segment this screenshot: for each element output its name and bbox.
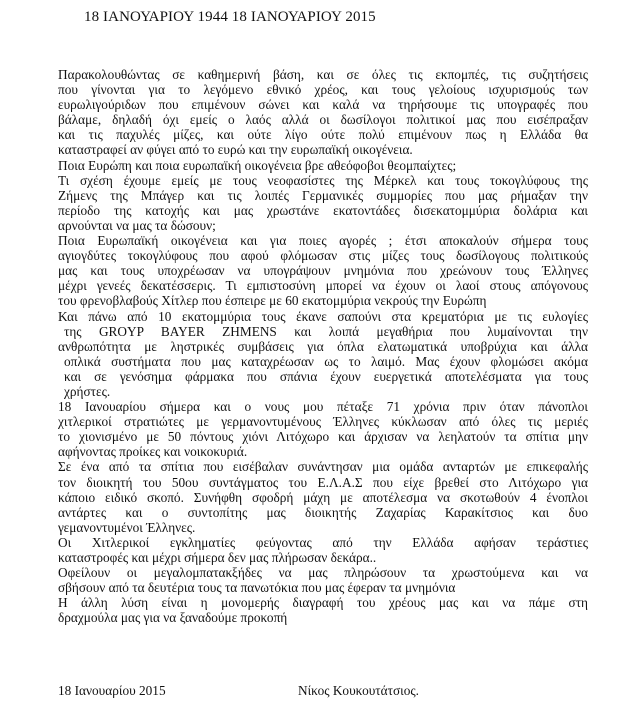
body-line: καταστραφεί αν φύγει από το ευρώ και την ευρωπαϊκή οικογένεια.	[58, 142, 413, 158]
document-title: 18 ΙΑΝΟΥΑΡΙΟΥ 1944 18 ΙΑΝΟΥΑΡΙΟΥ 2015	[84, 9, 376, 25]
body-line: Οφείλουν οι μεγαλομπατακξήδες να μας πληρώσουν τα χρωστούμενα και να	[58, 565, 588, 581]
body-line: Ποια Ευρωπαϊκή οικογένεια και για ποιες αγορές ; έτσι αποκαλούν σήμερα τους	[58, 233, 588, 249]
body-line: Σε ένα από τα σπίτια που εισέβαλαν συνάντησαν μια ομάδα ανταρτών με επικεφαλής	[58, 459, 588, 475]
body-line: βάλαμε, δηλαδή όχι εμείς ο λαός αλλά οι δωσίλογοι πολιτικοί μας που εισέπραξαν	[58, 112, 588, 128]
body-line: που γίνονται για το λεγόμενο εθνικό χρέος, και τους γελοίους ισχυρισμούς των	[58, 82, 588, 98]
body-line: Ποια Ευρώπη και ποια ευρωπαϊκή οικογένεια βρε αθεόφοβοι θεομπαίχτες;	[58, 157, 457, 173]
body-line: τον διοικητή του 50ου συντάγματος του Ε.Λ.Α.Σ που είχε βρεθεί στο Λιτόχωρο για	[58, 474, 588, 490]
body-line: Η άλλη λύση είναι η μονομερής διαγραφή του χρέους μας και να πάμε στη	[58, 595, 588, 611]
body-line: Ζήμενς της Μπάγερ και τις λοιπές Γερμανικές συμμορίες που μας ρήμαξαν την	[58, 187, 588, 203]
body-line: καταστροφές και μέχρι σήμερα δεν μας πλήρωσαν δεκάρα..	[58, 550, 377, 565]
footer-date: 18 Ιανουαρίου 2015	[58, 683, 166, 698]
body-line: Οι Χιτλερικοί εγκληματίες φεύγοντας από την Ελλάδα αφήσαν τεράστιες	[58, 534, 588, 550]
body-line: και τις παχυλές μίζες, και ούτε λίγο ούτε πολύ επιμένουν πως η Ελλάδα θα	[58, 127, 588, 143]
document-body	[58, 67, 588, 625]
body-line: μέχρι γενεές δεκατέσσερις. Τι εμπιστοσύνη μπορεί να έχουν οι λαοί στους απόγονους	[58, 278, 588, 294]
body-line: αρνούνται να μας τα δώσουν;	[58, 217, 216, 233]
body-line: περίοδο της κατοχής και μας χρωστάνε εκατοντάδες δισεκατομμύρια δολάρια και	[58, 202, 588, 218]
author-signature: Νίκος Κουκουτάτσιος.	[298, 683, 419, 698]
body-line: μας και τους υποχρέωσαν να υπογράψουν μνημόνια που χρεώνουν τους Έλληνες	[58, 263, 588, 279]
body-line: της GROYP BAYER ZHMENS και λοιπά μεγαθήρια που λυμαίνονται την	[64, 323, 588, 339]
body-line: κάποιο ειδικό σκοπό. Συνήφθη σφοδρή μάχη με αποτέλεσμα να σκοτωθούν 4 ένοπλοι	[58, 489, 588, 505]
body-line: αγιογδύτες τοκογλύφους που αφού φλόμωσαν στις μίζες τους δωσίλογους πολιτικούς	[58, 248, 588, 264]
body-line: σβήσουν από τα δευτέρια τους τα πανωτόκια που μας έφεραν τα μνημόνια	[58, 580, 456, 596]
body-line: Παρακολουθώντας σε καθημερινή βάση, και σε όλες τις εκπομπές, τις συζητήσεις	[58, 67, 588, 82]
body-line: Τι σχέση έχουμε εμείς με τους νεοφασίστες της Μέρκελ και τους τοκογλύφους της	[58, 172, 588, 188]
body-line: οπλικά συστήματα που μας καταχρέωσαν ως το λαιμό. Μας έχουν φλομώσει ακόμα	[64, 353, 588, 369]
body-line: γεμανοντυμένοι Έλληνες.	[58, 519, 196, 535]
body-line: χρήστες.	[64, 383, 111, 399]
body-line: ευρωλιγούριδων που επιμένουν σώνει και καλά να τηρήσουμε τις υπογραφές που	[58, 97, 588, 113]
body-line: δραχμούλα μας για να ξαναδούμε προκοπή	[58, 610, 288, 626]
body-line: αντάρτες και ο συντοπίτης μας διοικητής Ζαχαρίας Καρακίτσιος και δυο	[58, 504, 588, 520]
body-line: χιτλερικοί στρατιώτες με γερμανοντυμένους Έλληνες κύκλωσαν από όλες τις μεριές	[58, 414, 588, 430]
body-line: Και πάνω από 10 εκατομμύρια τους έκανε σαπούνι στα κρεματόρια με τις ευλογίες	[58, 308, 588, 324]
body-line: του φρενοβλαβούς Χίτλερ που έσπειρε με 60 εκατομμύρια νεκρούς την Ευρώπη	[58, 293, 487, 309]
body-line: αφήνοντας προίκες και νοικοκυριά.	[58, 444, 248, 460]
body-line: και σε γενόσημα φάρμακα που σπάνια έχουν ευεργετικά αποτελέσματα για τους	[64, 368, 588, 384]
body-line: το χιονισμένο με 50 πόντους χιόνι Λιτόχωρο και άρχισαν να λεηλατούν τα σπίτια μην	[58, 429, 588, 445]
body-line: ανθρωπότητα με ληστρικές συμβάσεις για όπλα ελατωματικά υποβρύχια και άλλα	[58, 338, 588, 354]
body-line: 18 Ιανουαρίου σήμερα και ο νους μου πέταξε 71 χρόνια πριν όταν πάνοπλοι	[58, 399, 588, 415]
